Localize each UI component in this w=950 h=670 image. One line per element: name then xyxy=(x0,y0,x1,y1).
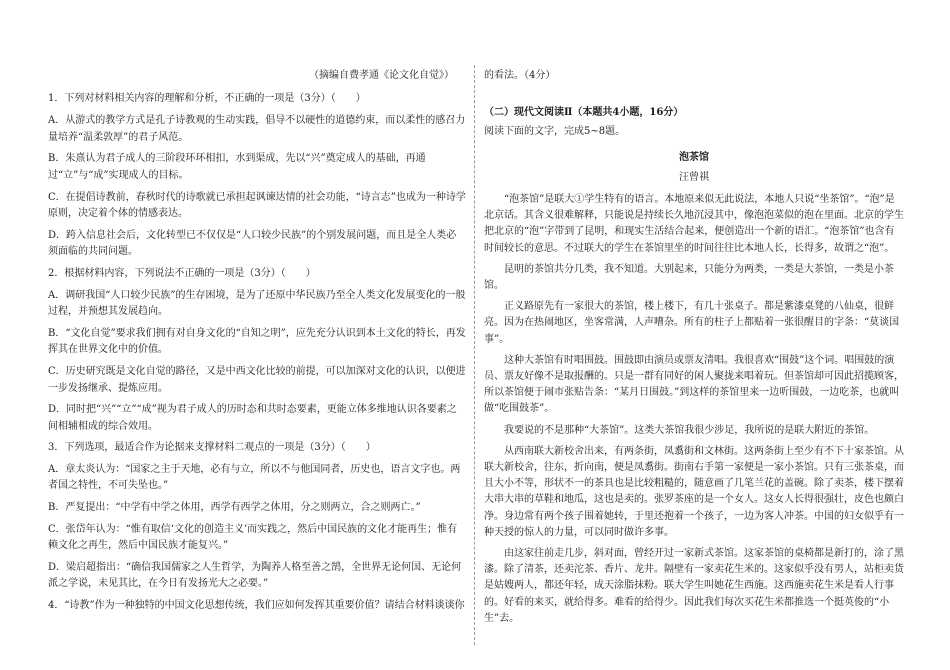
question-1-option-b: B．朱熹认为君子成人的三阶段环环相扣，水到渠成，先以“兴”奠定成人的基础，再通过“立”与“成”实现成人的目标。 xyxy=(48,153,426,181)
question-3-stem: 3．下列选项，最适合作为论据来支撑材料二观点的一项是（3分）（ ） xyxy=(48,442,376,454)
question-4-continuation: 的看法。（4分） xyxy=(484,70,556,81)
question-2-option-d: D．同时把“兴”“立”“成”视为君子成人的历时态和共时态要素，更能立体多维地认识各要素之间相辅相成的综合效用。 xyxy=(48,404,457,432)
left-column xyxy=(48,68,466,615)
essay-paragraph-6: 从西南联大新校舍出来，有两条街，凤翥街和文林街。这两条街上至少有不下十家茶馆。从联大新校舍，往东，折向南，便是凤翥街。街南右手第一家便是一家小茶馆。只有三张茶桌，而且大小不等，形状不一的茶具也是比较粗糙的，随意画了几笔兰花的盖碗。除了卖茶，楼下摆着大串大串的草鞋和地瓜，这也是卖的。张罗茶座的是一个女人。这女人长得很强壮，皮色也颇白净。身边常有两个孩子围着她转，于里还抱着一个孩子，一边为客人冲茶。中国的妇女似乎有一种天授的惊人的力量，可以同时做许多事。 xyxy=(484,445,904,538)
question-4-stem: 4．“诗教”作为一种独特的中国文化思想传统，我们应如何发挥其重要价值？请结合材料谈谈你 xyxy=(48,600,465,612)
column-divider xyxy=(474,65,476,645)
section-title: （二）现代文阅读Ⅱ（本题共4小题，16分） xyxy=(484,106,684,118)
essay-paragraph-7: 由这家往前走几步，斜对面，曾经开过一家新式茶馆。这家茶馆的桌椅都是新打的，涂了黑漆。除了清茶，还卖沱茶、香片、龙井。隔壁有一家卖花生米的。这家似乎没有男人，站柜卖货是姑嫂两人，都还年轻，成天涂脂抹粉。联大学生叫她花生西施。这西施卖花生米是看人行事的。好看的来买，就给得多。难看的给得少。因此我们每次买花生米都推选一个挺英俊的“小生”去。 xyxy=(484,548,904,624)
question-1-option-d: D．跨入信息社会后，文化转型已不仅仅是“人口较少民族”的个别发展问题，而且是全人类必须面临的共同问题。 xyxy=(48,229,457,258)
question-2-option-a: A．调研我国“人口较少民族”的生存困境，是为了还原中华民族乃至全人类文化发展变化的一般过程，并预想其发展趋向。 xyxy=(48,289,466,318)
essay-paragraph-2: 昆明的茶馆共分几类，我不知道。大别起来，只能分为两类，一类是大茶馆，一类是小茶馆。 xyxy=(484,263,894,291)
essay-paragraph-5: 我要说的不是那种“大茶馆”。这类大茶馆我很少涉足，我所说的是联大附近的茶馆。 xyxy=(504,424,875,436)
right-column xyxy=(484,68,904,627)
essay-author: 汪曾祺 xyxy=(679,172,709,184)
question-3-option-d: D．梁启超指出：“确信我国儒家之人生哲学，为陶养人格至善之鹄，全世界无论何国、无论何派之学说，未见其比，在今日有发扬光大之必要。” xyxy=(48,561,462,590)
essay-paragraph-3: 正义路原先有一家很大的茶馆，楼上楼下，有几十张桌子。都是紫漆桌凳的八仙桌，很鲜亮。因为在热闹地区，坐客常满，人声嘈杂。所有的柱子上都贴着一张很醒目的字条：“莫谈国事”。 xyxy=(484,301,900,345)
question-1-option-c: C．在提倡诗教前，春秋时代的诗歌就已承担起讽谏达情的社会功能，“诗言志”也成为一种诗学原则，决定着个体的情感表达。 xyxy=(48,191,466,220)
question-2-stem: 2．根据材料内容，下列说法不正确的一项是（3分）（ ） xyxy=(48,267,316,279)
essay-paragraph-4: 这种大茶馆有时唱围鼓。围鼓即由演员或票友清唱。我很喜欢“围鼓”这个词。唱围鼓的演员、票友好像不是取报酬的。只是一群有同好的闲人聚拢来唱着玩。但茶馆却可因此招揽顾客，所以茶馆便于闹市张贴告条：“某月日围鼓。”到这样的茶馆里来一边听围鼓，一边吃茶，也就叫做“吃围鼓茶”。 xyxy=(484,354,904,415)
question-1-option-a: A．从游式的教学方式是孔子诗教观的生动实践，倡导不以硬性的道德约束，而以柔性的感召力量培养“温柔敦厚”的君子风范。 xyxy=(48,115,466,143)
question-3-option-c: C．张岱年认为：“惟有取信‘文化的创造主义’而实践之，然后中国民族的文化才能再生；惟有赖文化之再生，然后中国民族才能复兴。” xyxy=(48,523,458,552)
question-2-option-c: C．历史研究既是文化自觉的路径，又是中西文化比较的前提，可以加深对文化的认识，以便进一步发扬继承、提炼应用。 xyxy=(48,365,466,394)
question-1-stem: 1．下列对材料相关内容的理解和分析，不正确的一项是（3分）（ ） xyxy=(48,92,366,104)
question-2-option-b: B．“文化自觉”要求我们拥有对自身文化的“自知之明”，应先充分认识到本土文化的特长，再发挥其在世界文化中的价值。 xyxy=(48,327,466,356)
reading-instruction: 阅读下面的文字，完成5~8题。 xyxy=(484,126,626,138)
source-citation: （摘编自费孝通《论文化自觉》） xyxy=(309,70,454,81)
question-3-option-b: B．严复提出：“中学有中学之体用，西学有西学之体用，分之则两立，合之则两亡。” xyxy=(48,502,421,514)
essay-paragraph-1: “泡茶馆”是联大①学生特有的语言。本地原来似无此说法，本地人只说“坐茶馆”。“泡”是北京话。其含义很难解释，只能说是持续长久地沉浸其中，像泡泡菜似的泡在里面。北京的学生把北京的“泡”字带到了昆明，和现实生活结合起来，便创造出一个新的语汇。“泡茶馆”也含有时间较长的意思。不过联大的学生在茶馆里坐的时间往往比本地人长，长得多，故谓之“泡”。 xyxy=(484,193,904,254)
question-3-option-a: A．章太炎认为：“国家之主于天地，必有与立，所以不与他国同者，历史也，语言文字也。两者国之特性，不可失坠也。” xyxy=(48,463,461,492)
essay-title: 泡茶馆 xyxy=(679,151,709,163)
